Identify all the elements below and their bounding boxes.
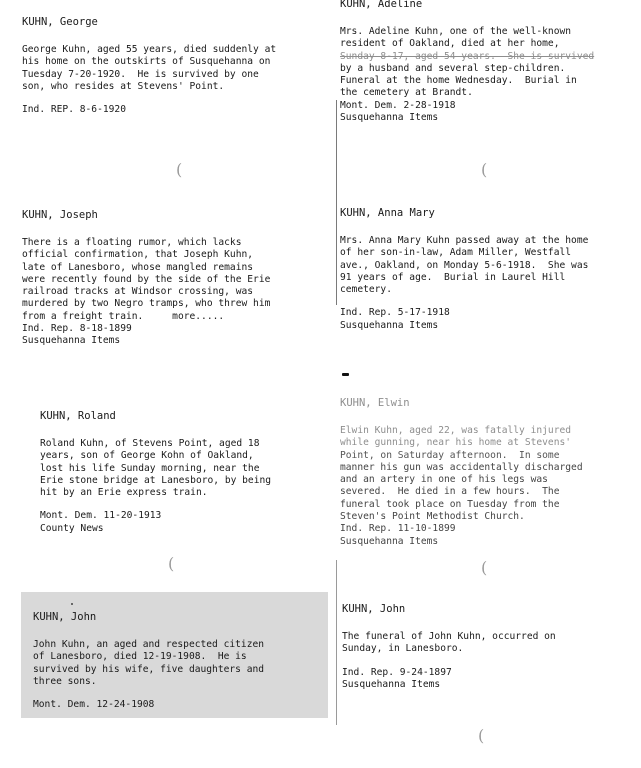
- clipping-line: cemetery.: [340, 284, 392, 296]
- clipping-line: the cemetery at Brandt.: [340, 87, 473, 99]
- clipping-line: Point, on Saturday afternoon. In some: [340, 449, 560, 461]
- clipping-line: lost his life Sunday morning, near the: [40, 462, 260, 474]
- clipping-line: Steven's Point Methodist Church.: [340, 511, 525, 523]
- clipping-line: Mrs. Adeline Kuhn, one of the well-known: [340, 26, 572, 37]
- clipping-john-kuhn-1897: [342, 603, 556, 691]
- clipping-line: There is a floating rumor, which lacks: [22, 237, 242, 248]
- clipping-title: KUHN, Joseph: [22, 209, 98, 221]
- clipping-source: County News: [40, 522, 104, 534]
- clipping-line: Mrs. Anna Mary Kuhn passed away at the home: [340, 235, 589, 246]
- clipping-source: Susquehanna Items: [340, 112, 439, 124]
- clipping-line: Sunday, in Lanesboro.: [342, 643, 464, 655]
- clipping-title: KUHN, John: [33, 611, 97, 623]
- clipping-line: Roland Kuhn, of Stevens Point, aged 18: [40, 438, 260, 449]
- clipping-line: official confirmation, that Joseph Kuhn,: [22, 249, 254, 261]
- clipping-line: late of Lanesboro, whose mangled remains: [22, 261, 254, 273]
- clipping-line: his home on the outskirts of Susquehanna on: [22, 56, 271, 68]
- column-divider-top: [336, 100, 337, 305]
- clipping-line: years, son of George Kohn of Oakland,: [40, 450, 254, 462]
- clipping-adeline-kuhn: [340, 0, 594, 124]
- clipping-source: Susquehanna Items: [340, 535, 439, 547]
- clipping-line: Erie stone bridge at Lanesboro, by being: [40, 474, 272, 486]
- ink-dot: [71, 603, 73, 605]
- clipping-line: while gunning, near his home at Stevens': [340, 437, 572, 449]
- clipping-line: of Lanesboro, died 12-19-1908. He is: [33, 651, 247, 663]
- clipping-line: Elwin Kuhn, aged 22, was fatally injured: [340, 425, 572, 436]
- clipping-source: Mont. Dem. 2-28-1918: [340, 99, 456, 111]
- scan-mark: (: [168, 554, 175, 573]
- clipping-line: by a husband and several step-children.: [340, 62, 566, 74]
- clipping-line: Funeral at the home Wednesday. Burial in: [340, 75, 577, 87]
- clipping-title: KUHN, John: [342, 603, 406, 615]
- clipping-joseph-kuhn: [22, 209, 270, 348]
- clipping-source: Mont. Dem. 11-20-1913: [40, 510, 162, 522]
- clipping-elwin-kuhn: [340, 397, 583, 548]
- clipping-line: three sons.: [33, 675, 97, 687]
- clipping-line: resident of Oakland, died at her home,: [340, 38, 560, 50]
- clipping-line: of her son-in-law, Adam Miller, Westfall: [340, 247, 572, 259]
- clipping-title: KUHN, Elwin: [340, 397, 410, 409]
- ink-blot: [342, 373, 349, 376]
- clipping-george-kuhn: [22, 16, 276, 116]
- scan-mark: (: [481, 160, 488, 179]
- clipping-title: KUHN, George: [22, 16, 98, 28]
- scan-mark: (: [176, 160, 183, 179]
- clipping-line: railroad tracks at Windsor crossing, was: [22, 286, 254, 298]
- clipping-line: were recently found by the side of the Erie: [22, 273, 271, 285]
- clipping-source: Susquehanna Items: [340, 319, 439, 331]
- clipping-line: George Kuhn, aged 55 years, died suddenly at: [22, 44, 277, 55]
- clipping-line: survived by his wife, five daughters and: [33, 663, 265, 675]
- clipping-source: Ind. Rep. 8-18-1899: [22, 323, 132, 335]
- clipping-line: and an artery in one of his legs was: [340, 474, 548, 486]
- clipping-title: KUHN, Roland: [40, 410, 116, 422]
- clipping-source: Ind. Rep. 11-10-1899: [340, 523, 456, 535]
- clipping-anna-mary-kuhn: [340, 207, 588, 332]
- clipping-line: John Kuhn, an aged and respected citizen: [33, 639, 265, 650]
- clipping-line: 91 years of age. Burial in Laurel Hill: [340, 271, 566, 283]
- clipping-source: Ind. Rep. 9-24-1897: [342, 666, 452, 678]
- clipping-source: Ind. REP. 8-6-1920: [22, 104, 126, 116]
- clipping-line: ave., Oakland, on Monday 5-6-1918. She was: [340, 259, 589, 271]
- clipping-source: Mont. Dem. 12-24-1908: [33, 699, 155, 711]
- clipping-line: hit by an Erie express train.: [40, 487, 208, 499]
- clipping-line: manner his gun was accidentally discharged: [340, 461, 583, 473]
- scan-mark: (: [481, 558, 488, 577]
- clipping-source: Ind. Rep. 5-17-1918: [340, 307, 450, 319]
- clipping-line: severed. He died in a few hours. The: [340, 486, 560, 498]
- clipping-line: funeral took place on Tuesday from the: [340, 498, 560, 510]
- clipping-source: Susquehanna Items: [342, 678, 441, 690]
- column-divider-bottom: [336, 560, 337, 725]
- clipping-roland-kuhn: [40, 410, 271, 535]
- clipping-line: Sunday 8-17, aged 54 years. She is survived: [340, 50, 595, 62]
- clipping-john-kuhn-1908: [33, 611, 264, 711]
- clipping-source: Susquehanna Items: [22, 335, 121, 347]
- clipping-line: Tuesday 7-20-1920. He is survived by one: [22, 68, 259, 80]
- clipping-title: KUHN, Adeline: [340, 0, 423, 10]
- clipping-line: from a freight train. more.....: [22, 310, 225, 322]
- clipping-line: son, who resides at Stevens' Point.: [22, 80, 225, 92]
- clipping-line: murdered by two Negro tramps, who threw him: [22, 298, 271, 310]
- scan-mark: (: [478, 726, 485, 745]
- clipping-line: The funeral of John Kuhn, occurred on: [342, 631, 556, 642]
- clipping-title: KUHN, Anna Mary: [340, 207, 435, 219]
